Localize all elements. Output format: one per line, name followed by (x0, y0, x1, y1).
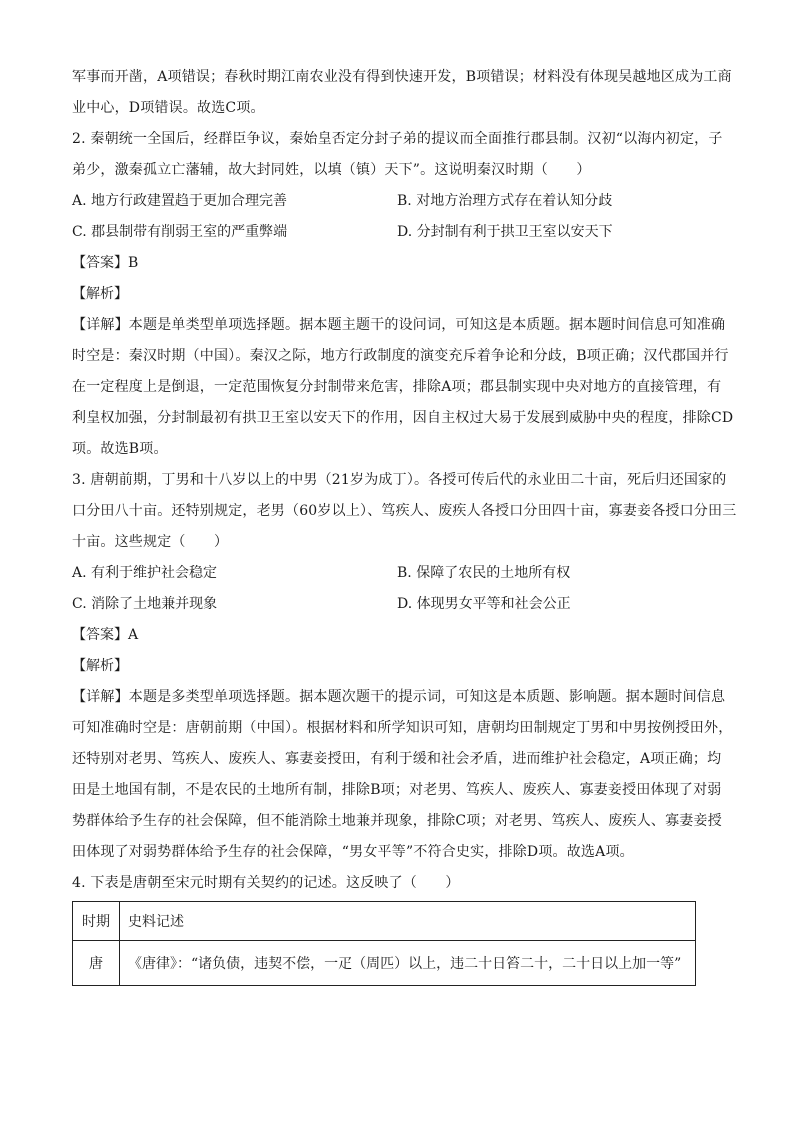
source-table (72, 901, 696, 986)
document-page (72, 62, 737, 986)
detail-line: 【详解】本题是单类型单项选择题。据本题主题干的设问词，可知这是本质题。据本题时间信息可知准确 (72, 317, 726, 333)
options-row (72, 558, 722, 589)
option-a: A. 有利于维护社会稳定 (72, 565, 218, 581)
option-d: D. 体现男女平等和社会公正 (397, 596, 571, 612)
options-row (72, 186, 722, 217)
question-stem-line: 4. 下表是唐朝至宋元时期有关契约的记述。这反映了（ ） (72, 875, 460, 891)
detail-line: 还特别对老男、笃疾人、废疾人、寡妻妾授田，有利于缓和社会矛盾，进而维护社会稳定，A项正确；均 (72, 751, 722, 767)
table-header-cell: 时期 (73, 902, 120, 941)
detail-line: 可知准确时空是：唐朝前期（中国）。根据材料和所学知识可知，唐朝均田制规定丁男和中男按例授田外， (72, 720, 733, 736)
text-line: 军事而开凿，A项错误；春秋时期江南农业没有得到快速开发，B项错误；材料没有体现吴越地区成为工商 (72, 69, 732, 85)
option-c: C. 郡县制带有削弱王室的严重弊端 (72, 224, 288, 240)
detail-line: 时空是：秦汉时期（中国）。秦汉之际，地方行政制度的演变充斥着争论和分歧，B项正确；汉代郡国并行 (72, 348, 729, 364)
question-3 (72, 465, 737, 868)
detail-line: 田体现了对弱势群体给予生存的社会保障，“男女平等”不符合史实，排除D项。故选A项。 (72, 844, 634, 860)
detail-line: 在一定程度上是倒退，一定范围恢复分封制带来危害，排除A项；郡县制实现中央对地方的直接管理，有 (72, 379, 722, 395)
question-4 (72, 868, 722, 986)
question-stem-line: 2. 秦朝统一全国后，经群臣争议，秦始皇否定分封子弟的提议而全面推行郡县制。汉初“以海内初定，子 (72, 131, 723, 147)
detail-line: 势群体给予生存的社会保障，但不能消除土地兼并现象，排除C项；对老男、笃疾人、废疾人、寡妻妾授 (72, 813, 722, 829)
table-cell: 唐 (73, 941, 120, 986)
analysis-label: 【解析】 (72, 286, 128, 302)
detail-line: 项。故选B项。 (72, 441, 168, 457)
option-d: D. 分封制有利于拱卫王室以安天下 (397, 224, 613, 240)
detail-line: 田是土地国有制，不是农民的土地所有制，排除B项；对老男、笃疾人、废疾人、寡妻妾授田体现了对弱 (72, 782, 722, 798)
question-stem-line: 十亩。这些规定（ ） (72, 534, 229, 550)
options-row (72, 217, 722, 248)
option-b: B. 对地方治理方式存在着认知分歧 (397, 193, 613, 209)
answer-label: 【答案】B (72, 255, 139, 271)
detail-line: 【详解】本题是多类型单项选择题。据本题次题干的提示词，可知这是本质题、影响题。据本题时间信息 (72, 689, 726, 705)
detail-line: 利皇权加强，分封制最初有拱卫王室以安天下的作用，因自主权过大易于发展到威胁中央的程度，排除CD (72, 410, 734, 426)
options-row (72, 589, 722, 620)
question-stem-line: 口分田八十亩。还特别规定，老男（60岁以上）、笃疾人、废疾人各授口分田四十亩，寡妻妾各授口分田三 (72, 503, 737, 519)
table-header-cell: 史料记述 (120, 902, 696, 941)
text-line: 业中心，D项错误。故选C项。 (72, 100, 265, 116)
question-stem-line: 弟少，激秦孤立亡藩辅，故大封同姓，以填（镇）天下”。这说明秦汉时期（ ） (72, 162, 591, 178)
question-2 (72, 124, 734, 465)
analysis-label: 【解析】 (72, 658, 128, 674)
answer-label: 【答案】A (72, 627, 139, 643)
intro-paragraph (72, 62, 732, 124)
table-header-row (73, 902, 696, 941)
table-cell: 《唐律》：“诸负债，违契不偿，一疋（周匹）以上，违二十日笞二十，二十日以上加一等” (120, 941, 696, 986)
option-b: B. 保障了农民的土地所有权 (397, 565, 571, 581)
option-c: C. 消除了土地兼并现象 (72, 596, 218, 612)
option-a: A. 地方行政建置趋于更加合理完善 (72, 193, 288, 209)
table-row (73, 941, 696, 986)
question-stem-line: 3. 唐朝前期，丁男和十八岁以上的中男（21岁为成丁）。各授可传后代的永业田二十亩，死后归还国家的 (72, 472, 727, 488)
